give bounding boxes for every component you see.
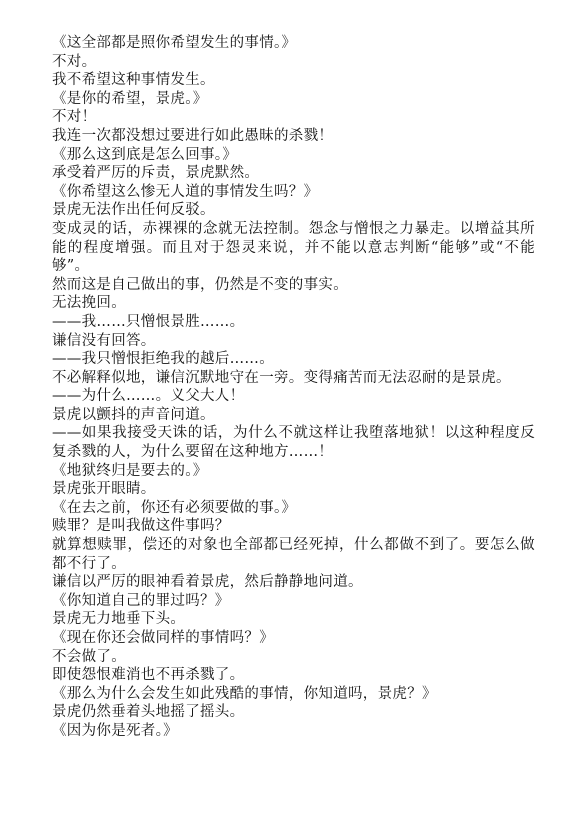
text-line: 景虎以颤抖的声音问道。 <box>52 406 215 423</box>
text-line: 就算想赎罪，偿还的对象也全部都已经死掉，什么都做不到了。要怎么做都不行了。 <box>52 537 535 572</box>
text-line: 景虎无法作出任何反驳。 <box>52 202 215 219</box>
text-line: 《因为你是死者。》 <box>52 722 178 739</box>
text-line: 景虎张开眼睛。 <box>52 481 156 498</box>
text-line: 赎罪？是叫我做这件事吗？ <box>52 518 230 535</box>
text-line: 不必解释似地，谦信沉默地守在一旁。变得痛苦而无法忍耐的是景虎。 <box>52 369 511 386</box>
text-line: 景虎无力地垂下头。 <box>52 611 186 628</box>
text-line: 《那么为什么会发生如此残酷的事情，你知道吗，景虎？》 <box>52 685 437 702</box>
text-line: 即使怨恨难消也不再杀戮了。 <box>52 667 245 684</box>
text-line: 不会做了。 <box>52 648 126 665</box>
text-line: 变成灵的话，赤裸裸的念就无法控制。怨念与憎恨之力暴走。以增益其所能的程度增强。而且对于怨灵来说，并不能以意志判断“能够”或“不能够”。 <box>52 220 535 275</box>
text-line: 《那么这到底是怎么回事。》 <box>52 146 238 163</box>
text-line: 承受着严厉的斥责，景虎默然。 <box>52 165 260 182</box>
text-line: 《你知道自己的罪过吗？》 <box>52 592 230 609</box>
text-line: 《是你的希望，景虎。》 <box>52 90 208 107</box>
text-line: 《地狱终归是要去的。》 <box>52 462 208 479</box>
text-line: 我不希望这种事情发生。 <box>52 72 215 89</box>
text-line: ——我……只憎恨景胜……。 <box>52 313 245 330</box>
text-line: ——如果我接受天诛的话，为什么不就这样让我堕落地狱！以这种程度反复杀戮的人，为什么要留在这种地方……！ <box>52 425 535 461</box>
text-line: 《现在你还会做同样的事情吗？》 <box>52 630 274 646</box>
text-line: 《你希望这么惨无人道的事情发生吗？》 <box>52 183 319 200</box>
text-line: 我连一次都没想过要进行如此愚昧的杀戮！ <box>52 127 334 144</box>
text-line: 不对！ <box>52 109 97 126</box>
text-line: 《这全部都是照你希望发生的事情。》 <box>52 35 297 51</box>
text-line: 谦信没有回答。 <box>52 332 156 349</box>
text-line: ——为什么……。义父大人！ <box>52 388 245 405</box>
text-line: 《在去之前，你还有必须要做的事。》 <box>52 499 297 516</box>
text-line: 谦信以严厉的眼神看着景虎，然后静静地问道。 <box>52 574 363 591</box>
text-line: 不对。 <box>52 53 97 70</box>
text-line: 无法挽回。 <box>52 295 126 312</box>
text-line: 然而这是自己做出的事，仍然是不变的事实。 <box>52 276 348 293</box>
text-line: 景虎仍然垂着头地摇了摇头。 <box>52 704 245 721</box>
text-line: ——我只憎恨拒绝我的越后……。 <box>52 351 274 368</box>
